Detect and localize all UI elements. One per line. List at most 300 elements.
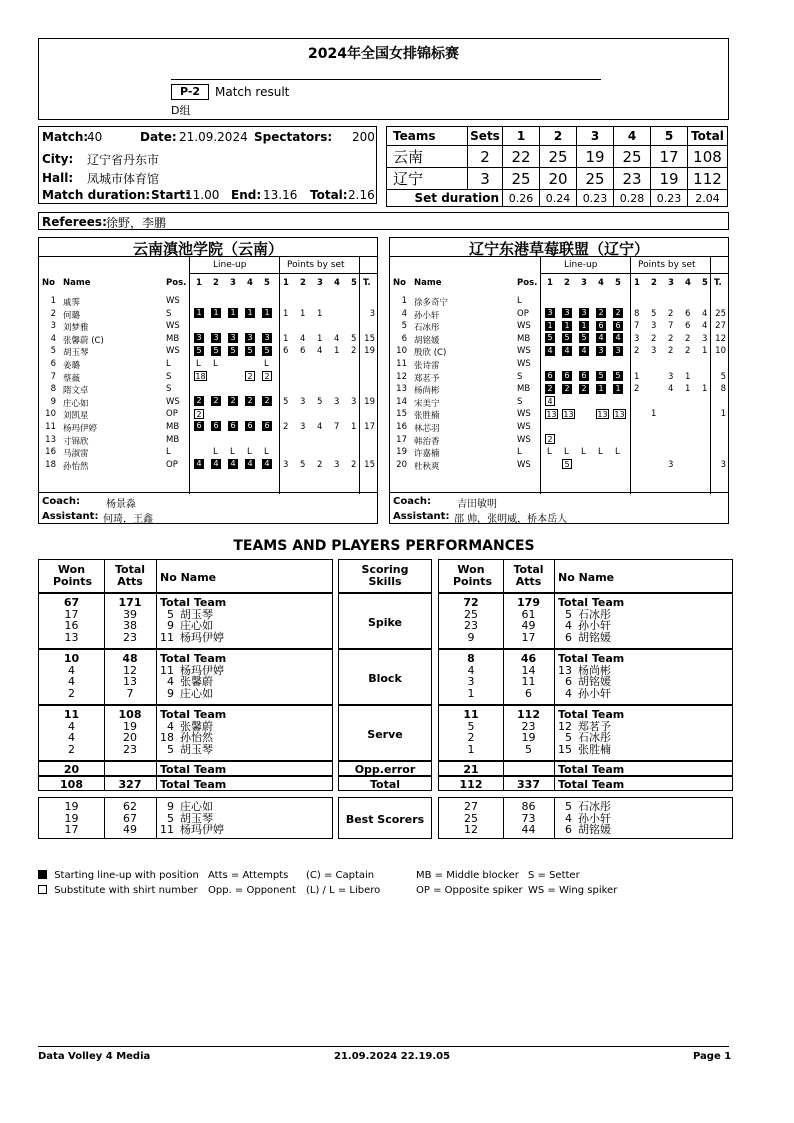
set-points: 3 [651,321,657,332]
starting-position-marker: 2 [545,384,555,394]
player-name: 孙小轩 [578,686,611,700]
set-points: 2 [317,459,323,470]
player-row [390,446,728,459]
set-points: 1 [702,346,708,357]
player-row [390,434,728,447]
city-value: 辽宁省丹东市 [87,153,160,167]
player-row [390,333,728,346]
skill-box [338,705,432,761]
player-shirt-number: 6 [565,630,572,644]
player-name: 胡玉琴 [63,348,89,359]
starting-square-icon [38,870,47,879]
points-set-header: 1 [634,278,640,288]
total-team-label: Total Team [558,763,625,776]
attempts-value: 49 [521,619,536,632]
set-points: 4 [317,346,323,357]
player-row [390,408,728,421]
set-points: 1 [317,308,323,319]
perf-col-divider [156,777,157,790]
date-value: 21.09.2024 [179,130,248,144]
col-name-header: Name [63,278,91,288]
perf-opp-box [38,761,333,776]
player-number: 4 [401,308,407,319]
score-table [386,126,728,207]
player-row [390,371,728,384]
libero-mark: L [581,447,586,458]
set-duration-row [387,190,728,207]
list-bottom-rule [39,492,377,493]
skill-name: Block [368,672,402,685]
total-team-label: Total Team [160,708,227,721]
total-points: 10 [715,346,726,357]
assistant-label: Assistant: [393,511,450,522]
perf-opp-box [438,761,733,776]
score-header-row [387,127,728,146]
player-number: 10 [45,409,56,420]
starting-position-marker: 5 [245,346,255,356]
player-name: 杨玛伊婷 [180,663,224,677]
perf-header-box [38,559,333,593]
set-points: 1 [300,308,306,319]
lineup-set-header: 5 [264,278,270,288]
starting-position-marker: 5 [562,333,572,343]
subheader-rule [189,273,377,274]
player-name: 林芯羽 [414,423,440,434]
legend-ws: WS = Wing spiker [528,885,618,896]
won-points-value: 10 [63,652,80,665]
start-value: 11.00 [185,188,220,202]
player-position: WS [517,346,531,357]
set-points: 2 [634,346,640,357]
player-name: 庄心如 [180,686,213,700]
set-points: 2 [634,384,640,395]
starting-position-marker: 5 [228,346,238,356]
player-shirt-number: 9 [167,619,174,632]
player-name: 胡玉琴 [180,607,213,621]
starting-position-marker: 6 [262,421,272,431]
player-row [39,383,377,396]
set-duration: 0.28 [614,190,651,207]
set-points: 3 [300,396,306,407]
won-points-value: 25 [464,811,478,825]
starting-position-marker: 3 [228,333,238,343]
points-set-header: 3 [668,278,674,288]
perf-section-box [438,649,733,705]
libero-mark: L [196,358,201,369]
skill-box [338,776,432,791]
score-header-set3: 3 [577,127,614,146]
attempts-value: 39 [123,607,137,621]
player-name: 孙怡然 [180,731,213,744]
score-total: 108 [688,146,728,168]
score-header-set4: 4 [614,127,651,146]
player-number: 11 [396,358,407,369]
score-cell: 23 [614,168,651,190]
player-name: 庄心如 [63,398,89,409]
player-position: L [166,358,171,369]
total-points: 27 [715,321,726,332]
attempts-value: 7 [126,686,134,700]
player-shirt-number: 11 [160,823,174,836]
col-pos-header: Pos. [517,278,538,288]
player-name: 马淑雷 [63,449,89,460]
perf-col-divider [156,560,157,592]
total-team-label: Total Team [160,763,227,776]
starting-position-marker: 3 [562,308,572,318]
team-a-box [38,237,378,524]
start-label: Start: [151,188,190,202]
lineup-set-header: 4 [598,278,604,288]
substitution-marker: 5 [562,459,572,469]
player-row [39,434,377,447]
starting-position-marker: 4 [562,346,572,356]
player-name: 张馨蔚 [180,675,213,688]
substitution-marker: 4 [545,396,555,406]
player-name: 徐多奇宁 [414,298,449,308]
attempts-value: 73 [521,811,536,825]
duration-label: Match duration: [42,188,151,202]
col-pos-header: Pos. [166,278,187,288]
player-number: 6 [50,358,56,369]
substitution-marker: 13 [597,409,608,419]
player-shirt-number: 4 [167,675,174,688]
set-points: 2 [668,333,674,344]
set-points: 1 [283,308,289,319]
attempts-value: 48 [122,652,138,665]
score-cell: 19 [651,168,688,190]
set-points: 5 [300,459,306,470]
player-row [39,308,377,321]
libero-mark: L [230,447,235,458]
total-team-label: Total Team [160,652,227,665]
starting-position-marker: 4 [194,459,204,469]
player-name: 庄心如 [180,619,213,632]
subheader-rule [540,273,728,274]
won-points-value: 4 [68,731,75,744]
legend-opp: Opp. = Opponent [208,885,296,896]
player-name: 庄心如 [180,800,213,813]
player-row [39,371,377,384]
starting-position-marker: 1 [245,308,255,318]
player-position: S [517,371,523,382]
legend-libero: (L) / L = Libero [306,885,381,896]
set-points: 1 [651,409,657,420]
set-points: 4 [300,333,306,344]
won-points-value: 4 [68,719,75,733]
set-points: 8 [634,308,640,319]
starting-position-marker: 5 [262,346,272,356]
perf-col-divider [554,560,555,592]
set-points: 1 [351,421,357,432]
set-points: 3 [334,396,340,407]
player-shirt-number: 12 [558,719,572,733]
player-name: 杨玛伊婷 [180,630,224,644]
set-points: 1 [685,384,691,395]
legend-op: OP = Opposite spiker [416,885,523,896]
perf-total-box [38,776,333,791]
attempts-value: 38 [123,619,137,632]
won-points-value: 20 [63,763,80,776]
player-position: OP [166,409,178,420]
attempts-value: 13 [123,675,137,688]
title-underline [171,79,601,80]
starting-position-marker: 6 [579,371,589,381]
perf-col-divider [554,777,555,790]
won-points-value: 5 [467,719,475,733]
substitution-marker: 13 [546,409,557,419]
skill-name: Opp.error [354,763,416,776]
player-name: 胡铭媛 [414,335,440,346]
referees-box [38,212,729,230]
total-points: 3 [720,459,726,470]
attempts-value: 49 [123,823,137,836]
player-name: 杨玛伊婷 [63,423,98,434]
perf-col-divider [554,650,555,704]
hall-value: 凤城市体育馆 [87,172,160,186]
coach-name: 吉田敏明 [457,499,497,510]
group-label: D组 [171,104,191,117]
substitute-square-icon [38,885,47,894]
lineup-set-header: 1 [547,278,553,288]
set-points: 4 [702,321,708,332]
set-points: 1 [702,384,708,395]
no-name-header: No Name [160,571,217,584]
starting-position-marker: 4 [262,459,272,469]
col-total-header: T. [363,278,371,288]
no-name-header: No Name [558,571,615,584]
legend-mb: MB = Middle blocker [416,870,519,881]
legend-starting [38,870,199,881]
libero-mark: L [615,447,620,458]
set-points: 5 [317,396,323,407]
player-name: 胡玉琴 [180,811,213,825]
player-shirt-number: 9 [167,800,174,813]
set-points: 6 [300,346,306,357]
points-set-header: 2 [300,278,306,288]
player-name: 何璐 [63,310,81,321]
total-points: 15 [364,459,375,470]
total-team-label: Total Team [160,596,227,609]
player-number: 20 [396,459,407,470]
total-team-label: Total Team [558,652,625,665]
perf-section-box [438,705,733,761]
player-number: 6 [401,333,407,344]
set-points: 3 [283,459,289,470]
player-number: 2 [50,308,56,319]
set-duration: 0.23 [577,190,614,207]
points-set-header: 1 [283,278,289,288]
score-row-a [387,146,728,168]
attempts-value: 108 [118,708,142,721]
attempts-value: 23 [521,719,536,733]
perf-section-box [38,797,333,839]
player-name: 张胜楠 [414,411,440,422]
starting-position-marker: 5 [211,346,221,356]
spectators-label: Spectators: [254,130,333,144]
starting-position-marker: 1 [545,321,555,331]
page-title: 2024年全国女排锦标赛 [308,46,459,62]
player-name: 郑茗予 [414,373,440,384]
attempts-value: 12 [123,663,137,677]
player-position: WS [517,421,531,432]
won-points-value: 17 [64,823,79,836]
attempts-value: 14 [521,663,536,677]
points-header: Points by set [287,260,345,270]
player-name: 刘梦雅 [63,323,89,334]
legend-captain: (C) = Captain [306,870,375,881]
set-points: 3 [334,459,340,470]
starting-position-marker: 1 [596,384,606,394]
player-number: 8 [50,384,56,395]
col-no-header: No [393,278,406,288]
score-header-teams: Teams [387,127,468,146]
col-total-header: T. [714,278,722,288]
total-points: 1 [720,409,726,420]
player-shirt-number: 4 [565,686,572,700]
coach-name: 杨景淼 [106,499,136,510]
starting-position-marker: 5 [596,371,606,381]
libero-mark: L [564,447,569,458]
player-name: 姜璐 [63,360,81,371]
lineup-set-header: 4 [247,278,253,288]
starting-position-marker: 5 [194,346,204,356]
player-name: 郑茗予 [578,719,611,733]
assistant-name: 何琦，王鑫 [103,514,153,525]
player-number: 16 [396,421,407,432]
player-position: L [517,296,522,306]
player-shirt-number: 11 [160,630,174,644]
player-name: 胡铭媛 [578,675,611,688]
won-points-value: 4 [68,663,75,677]
player-name: 胡铭媛 [578,630,611,644]
perf-section-box [38,593,333,649]
report-code: P-2 [171,84,209,100]
player-shirt-number: 18 [160,731,174,744]
set-points: 3 [668,371,674,382]
set-points: 7 [668,321,674,332]
points-set-header: 3 [317,278,323,288]
player-shirt-number: 15 [558,742,572,756]
player-row [390,295,728,308]
starting-position-marker: 3 [262,333,272,343]
player-number: 3 [50,321,56,332]
player-position: WS [166,396,180,407]
player-row [390,396,728,409]
player-name: 殷欣 (C) [414,348,447,359]
starting-position-marker: 2 [579,384,589,394]
substitution-marker: 13 [563,409,574,419]
libero-mark: L [264,447,269,458]
total-points: 17 [364,421,375,432]
libero-mark: L [213,358,218,369]
score-header-sets: Sets [468,127,503,146]
footer-left: Data Volley 4 Media [38,1051,151,1062]
set-points: 6 [685,308,691,319]
player-name: 孙小轩 [578,811,611,825]
total-points: 25 [715,308,726,319]
total-points: 12 [715,333,726,344]
won-points-value: 1 [467,742,475,756]
player-shirt-number: 5 [565,800,572,813]
player-shirt-number: 4 [167,719,174,733]
player-position: MB [166,434,180,445]
score-cell: 22 [503,146,540,168]
starting-position-marker: 3 [211,333,221,343]
player-row [39,333,377,346]
player-shirt-number: 5 [565,731,572,744]
player-row [390,308,728,321]
player-position: MB [517,333,531,344]
skill-name: Spike [367,616,403,629]
score-header-set2: 2 [540,127,577,146]
won-points-value: 19 [64,800,79,813]
set-points: 7 [634,321,640,332]
player-position: WS [517,409,531,420]
match-info-box [38,126,377,204]
player-position: MB [166,333,180,344]
total-team-label: Total Team [558,708,625,721]
starting-position-marker: 1 [228,308,238,318]
perf-col-divider [156,706,157,760]
starting-position-marker: 1 [562,321,572,331]
player-position: WS [166,321,180,332]
perf-col-divider [104,762,105,775]
player-list [39,295,377,471]
skills-header-box [338,559,432,593]
referees-value: 徐野，李鹏 [106,216,167,230]
won-points-value: 19 [64,811,79,825]
perf-col-divider [554,798,555,838]
skill-box [338,797,432,839]
starting-position-marker: 2 [245,396,255,406]
lineup-header: Line-up [213,260,247,270]
set-points: 2 [351,346,357,357]
set-points: 3 [668,459,674,470]
player-name: 刘凯星 [63,411,89,422]
player-name: 杨玛伊婷 [180,823,224,836]
starting-position-marker: 6 [545,371,555,381]
score-row-b [387,168,728,190]
player-name: 孙怡然 [63,461,89,472]
player-position: WS [517,459,531,470]
player-number: 18 [45,459,56,470]
won-points-value: 4 [68,675,75,688]
points-set-header: 2 [651,278,657,288]
starting-position-marker: 6 [245,421,255,431]
skill-name: Serve [367,728,403,741]
starting-position-marker: 6 [562,371,572,381]
player-number: 11 [45,421,56,432]
player-row [39,345,377,358]
player-row [390,383,728,396]
total-atts-header: Total Atts [114,563,146,588]
starting-position-marker: 1 [211,308,221,318]
attempts-value: 6 [525,686,532,700]
player-number: 14 [396,396,407,407]
starting-position-marker: 4 [211,459,221,469]
total-team-label: Total Team [160,778,227,791]
player-number: 16 [45,447,56,458]
player-shirt-number: 5 [565,607,572,621]
set-points: 2 [685,333,691,344]
total-points: 19 [364,346,375,357]
player-name: 石冰彤 [414,323,440,334]
perf-header-box [438,559,733,593]
starting-position-marker: 6 [613,321,623,331]
won-points-value: 12 [464,823,478,836]
player-number: 9 [50,396,56,407]
lineup-set-header: 2 [564,278,570,288]
